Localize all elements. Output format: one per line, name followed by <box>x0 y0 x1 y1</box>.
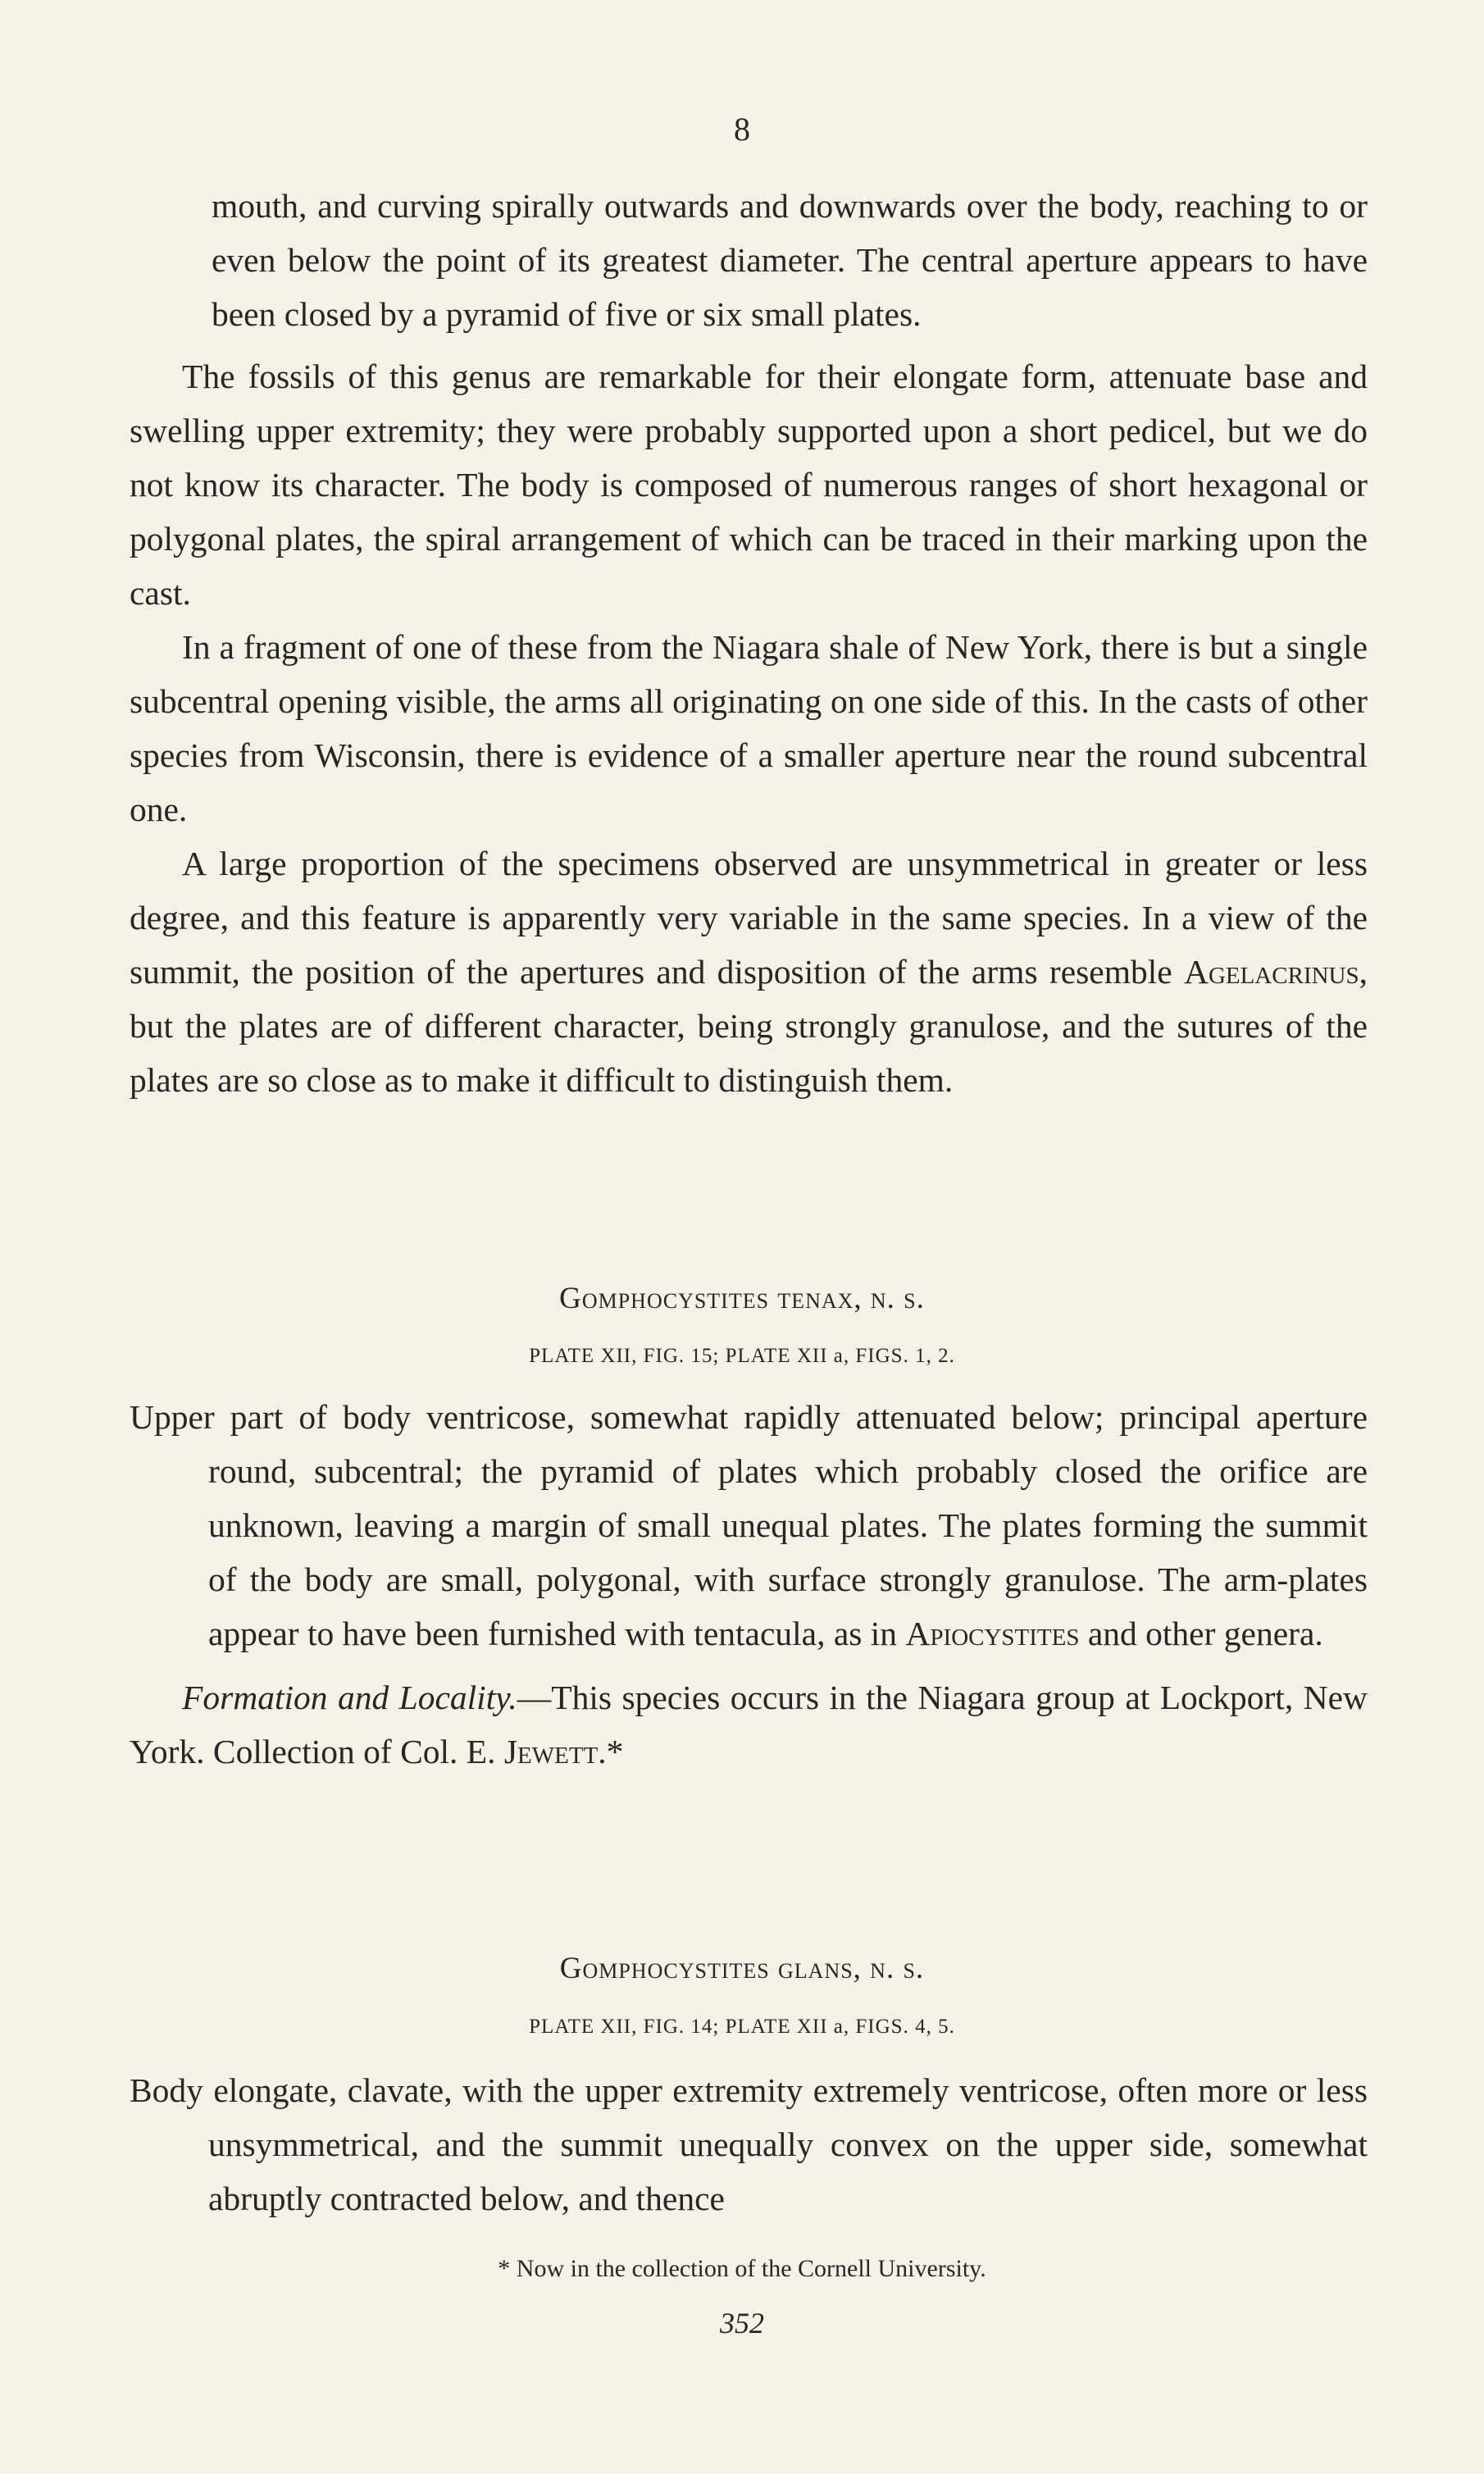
fossils-paragraph: The fossils of this genus are remarkable for their elongate form, attenuate base and swelling upper extremity; they were probably supported upon a short pedicel, but we do not know its character. The body is composed of numerous ranges of short hexagonal or polygonal plates, the spiral arrangement of which can be traced in their marking upon the cast. <box>130 358 1368 612</box>
fragment-paragraph: In a fragment of one of these from the Niagara shale of New York, there is but a single subcentral opening visible, the arms all originating on one side of this. In the casts of other species from Wisconsin, there is evidence of a smaller aperture near the round subcentral one. <box>130 628 1368 828</box>
species-title-glans: Gomphocystites glans, n. s. <box>559 1952 925 1985</box>
locality-label: Formation and Locality. <box>182 1679 517 1716</box>
genus-name-apiocystites: Apiocystites <box>905 1615 1080 1652</box>
collector-name: Jewett <box>503 1733 599 1770</box>
locality-text: —This species occurs in the Niagara group at Lockport, New York. Collection of Col. E. <box>130 1679 1368 1770</box>
proportion-text-after: , but the plates are of different character, being strongly granulose, and the sutures of the plates are so close as to make it difficult to distinguish them. <box>130 953 1368 1099</box>
proportion-text-before: A large proportion of the specimens observed are unsymmetrical in greater or less degree, and this feature is apparently very variable in the same species. In a view of the summit, the position of the apertures and disposition of the arms resemble <box>130 845 1368 991</box>
glans-description: Body elongate, clavate, with the upper extremity extremely ventricose, often more or less unsymmetrical, and the summit unequally convex on the upper side, somewhat abruptly contracted below, and thence <box>130 2071 1368 2217</box>
continuation-paragraph: mouth, and curving spirally outwards and downwards over the body, reaching to or even below the point of its greatest diameter. The central aperture appears to have been closed by a pyramid of five or six small plates. <box>212 187 1368 333</box>
footnote-mark: .* <box>598 1733 624 1770</box>
footnote: * Now in the collection of the Cornell University. <box>498 2255 986 2282</box>
genus-name-agelacrinus: Agelacrinus <box>1183 953 1359 991</box>
plate-reference-tenax: PLATE XII, FIG. 15; PLATE XII a, FIGS. 1, 2. <box>529 1345 955 1367</box>
intro-text-block <box>130 179 1368 1107</box>
glans-text-block <box>130 2063 1368 2226</box>
plate-reference-glans: PLATE XII, FIG. 14; PLATE XII a, FIGS. 4, 5. <box>529 2016 955 2038</box>
tenax-text-block <box>130 1390 1368 1779</box>
handwritten-page-number: 352 <box>720 2307 764 2340</box>
tenax-description-text: Upper part of body ventricose, somewhat rapidly attenuated below; principal aperture round, subcentral; the pyramid of plates which probably closed the orifice are unknown, leaving a margin of small unequal plates. The plates forming the summit of the body are small, polygonal, with surface strongly granulose. The arm-plates appear to have been furnished with tentacula, as in <box>130 1398 1368 1652</box>
page-number: 8 <box>734 111 750 148</box>
tenax-description <box>130 1390 1368 1661</box>
tenax-description-end: and other genera. <box>1087 1615 1323 1652</box>
tenax-locality-paragraph <box>130 1670 1368 1779</box>
species-title-tenax: Gomphocystites tenax, n. s. <box>559 1282 925 1315</box>
proportion-paragraph <box>130 836 1368 1107</box>
